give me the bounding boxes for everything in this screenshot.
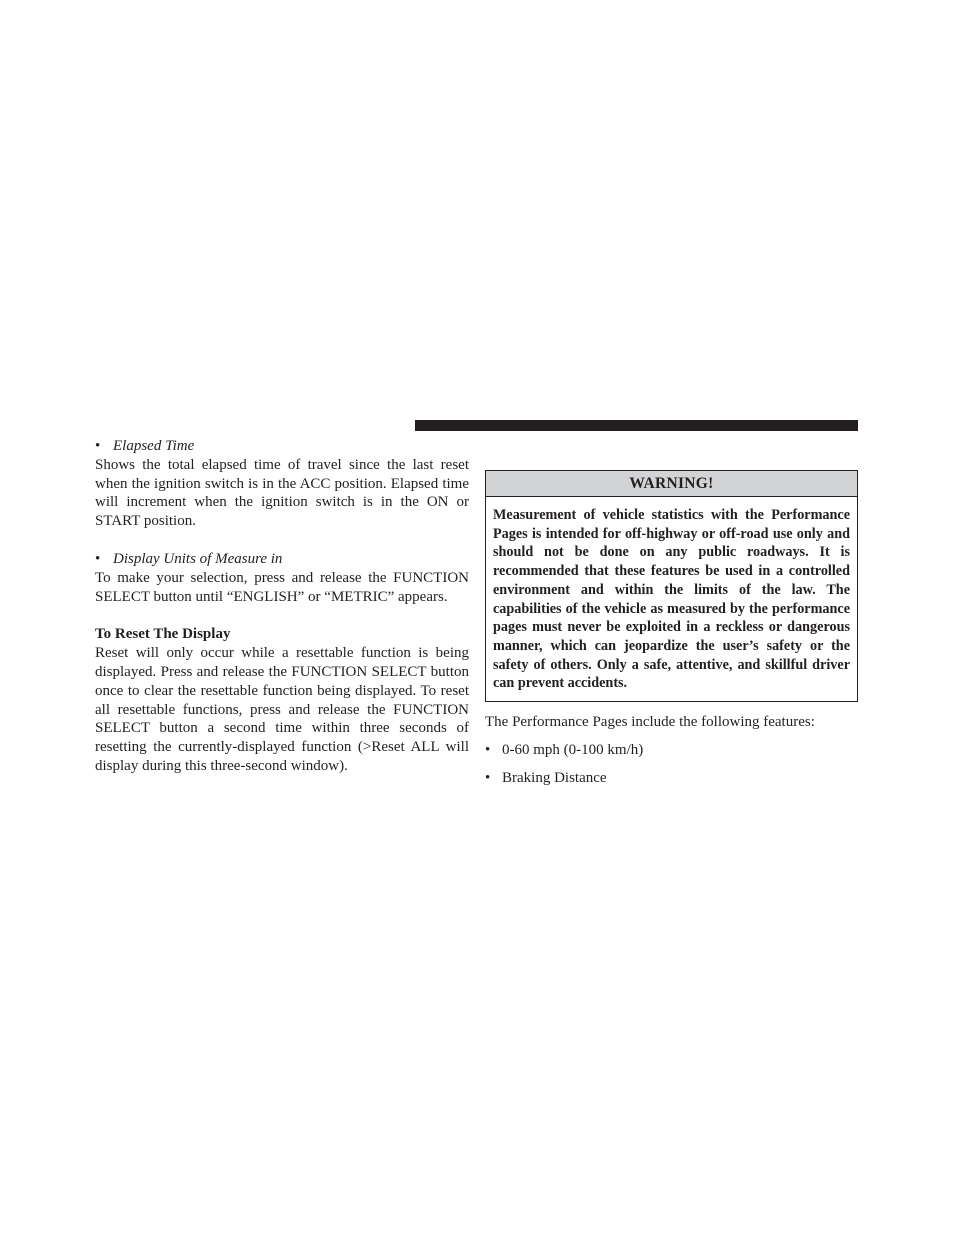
display-units-heading	[95, 550, 469, 569]
feature-list	[485, 741, 858, 788]
list-item	[485, 741, 858, 760]
bullet-icon: •	[485, 769, 491, 786]
display-units-heading-text: Display Units of Measure in	[113, 550, 283, 567]
elapsed-time-heading-text: Elapsed Time	[113, 438, 195, 454]
warning-box	[485, 470, 858, 702]
list-item	[485, 769, 858, 788]
header-rule	[415, 420, 858, 431]
reset-display-heading: To Reset The Display	[95, 626, 231, 643]
features-intro: The Performance Pages include the following features:	[485, 714, 815, 731]
warning-title: WARNING!	[486, 471, 857, 497]
reset-display-body: Reset will only occur while a resettable function is being displayed. Press and release the FUNCTION SELECT button once to clear the resettable function being displayed. To reset all resettable functions, press and release the FUNCTION SELECT button a second time within three seconds of resetting the currently-displayed function (>Reset ALL will display during this three-second window).	[95, 645, 469, 774]
bullet-icon: •	[95, 438, 101, 454]
elapsed-time-heading	[95, 437, 469, 456]
bullet-icon: •	[485, 741, 491, 758]
feature-text: Braking Distance	[502, 769, 607, 786]
left-column	[95, 437, 469, 776]
right-column	[485, 470, 858, 796]
display-units-body: To make your selection, press and release the FUNCTION SELECT button until “ENGLISH” or “METRIC” appears.	[95, 569, 469, 605]
elapsed-time-body: Shows the total elapsed time of travel since the last reset when the ignition switch is in the ACC position. Elapsed time will increment when the ignition switch is in the ON or START position.	[95, 456, 469, 530]
feature-text: 0-60 mph (0-100 km/h)	[502, 741, 644, 758]
bullet-icon: •	[95, 550, 101, 567]
warning-body: Measurement of vehicle statistics with the Performance Pages is intended for off-highway or off-road use only and should not be done on any public roadways. It is recommended that these features be used in a controlled environment and within the limits of the law. The capabilities of the vehicle as measured by the performance pages must never be exploited in a reckless or dangerous manner, which can jeopardize the user’s safety or the safety of others. Only a safe, attentive, and skillful driver can prevent accidents.	[493, 507, 850, 692]
